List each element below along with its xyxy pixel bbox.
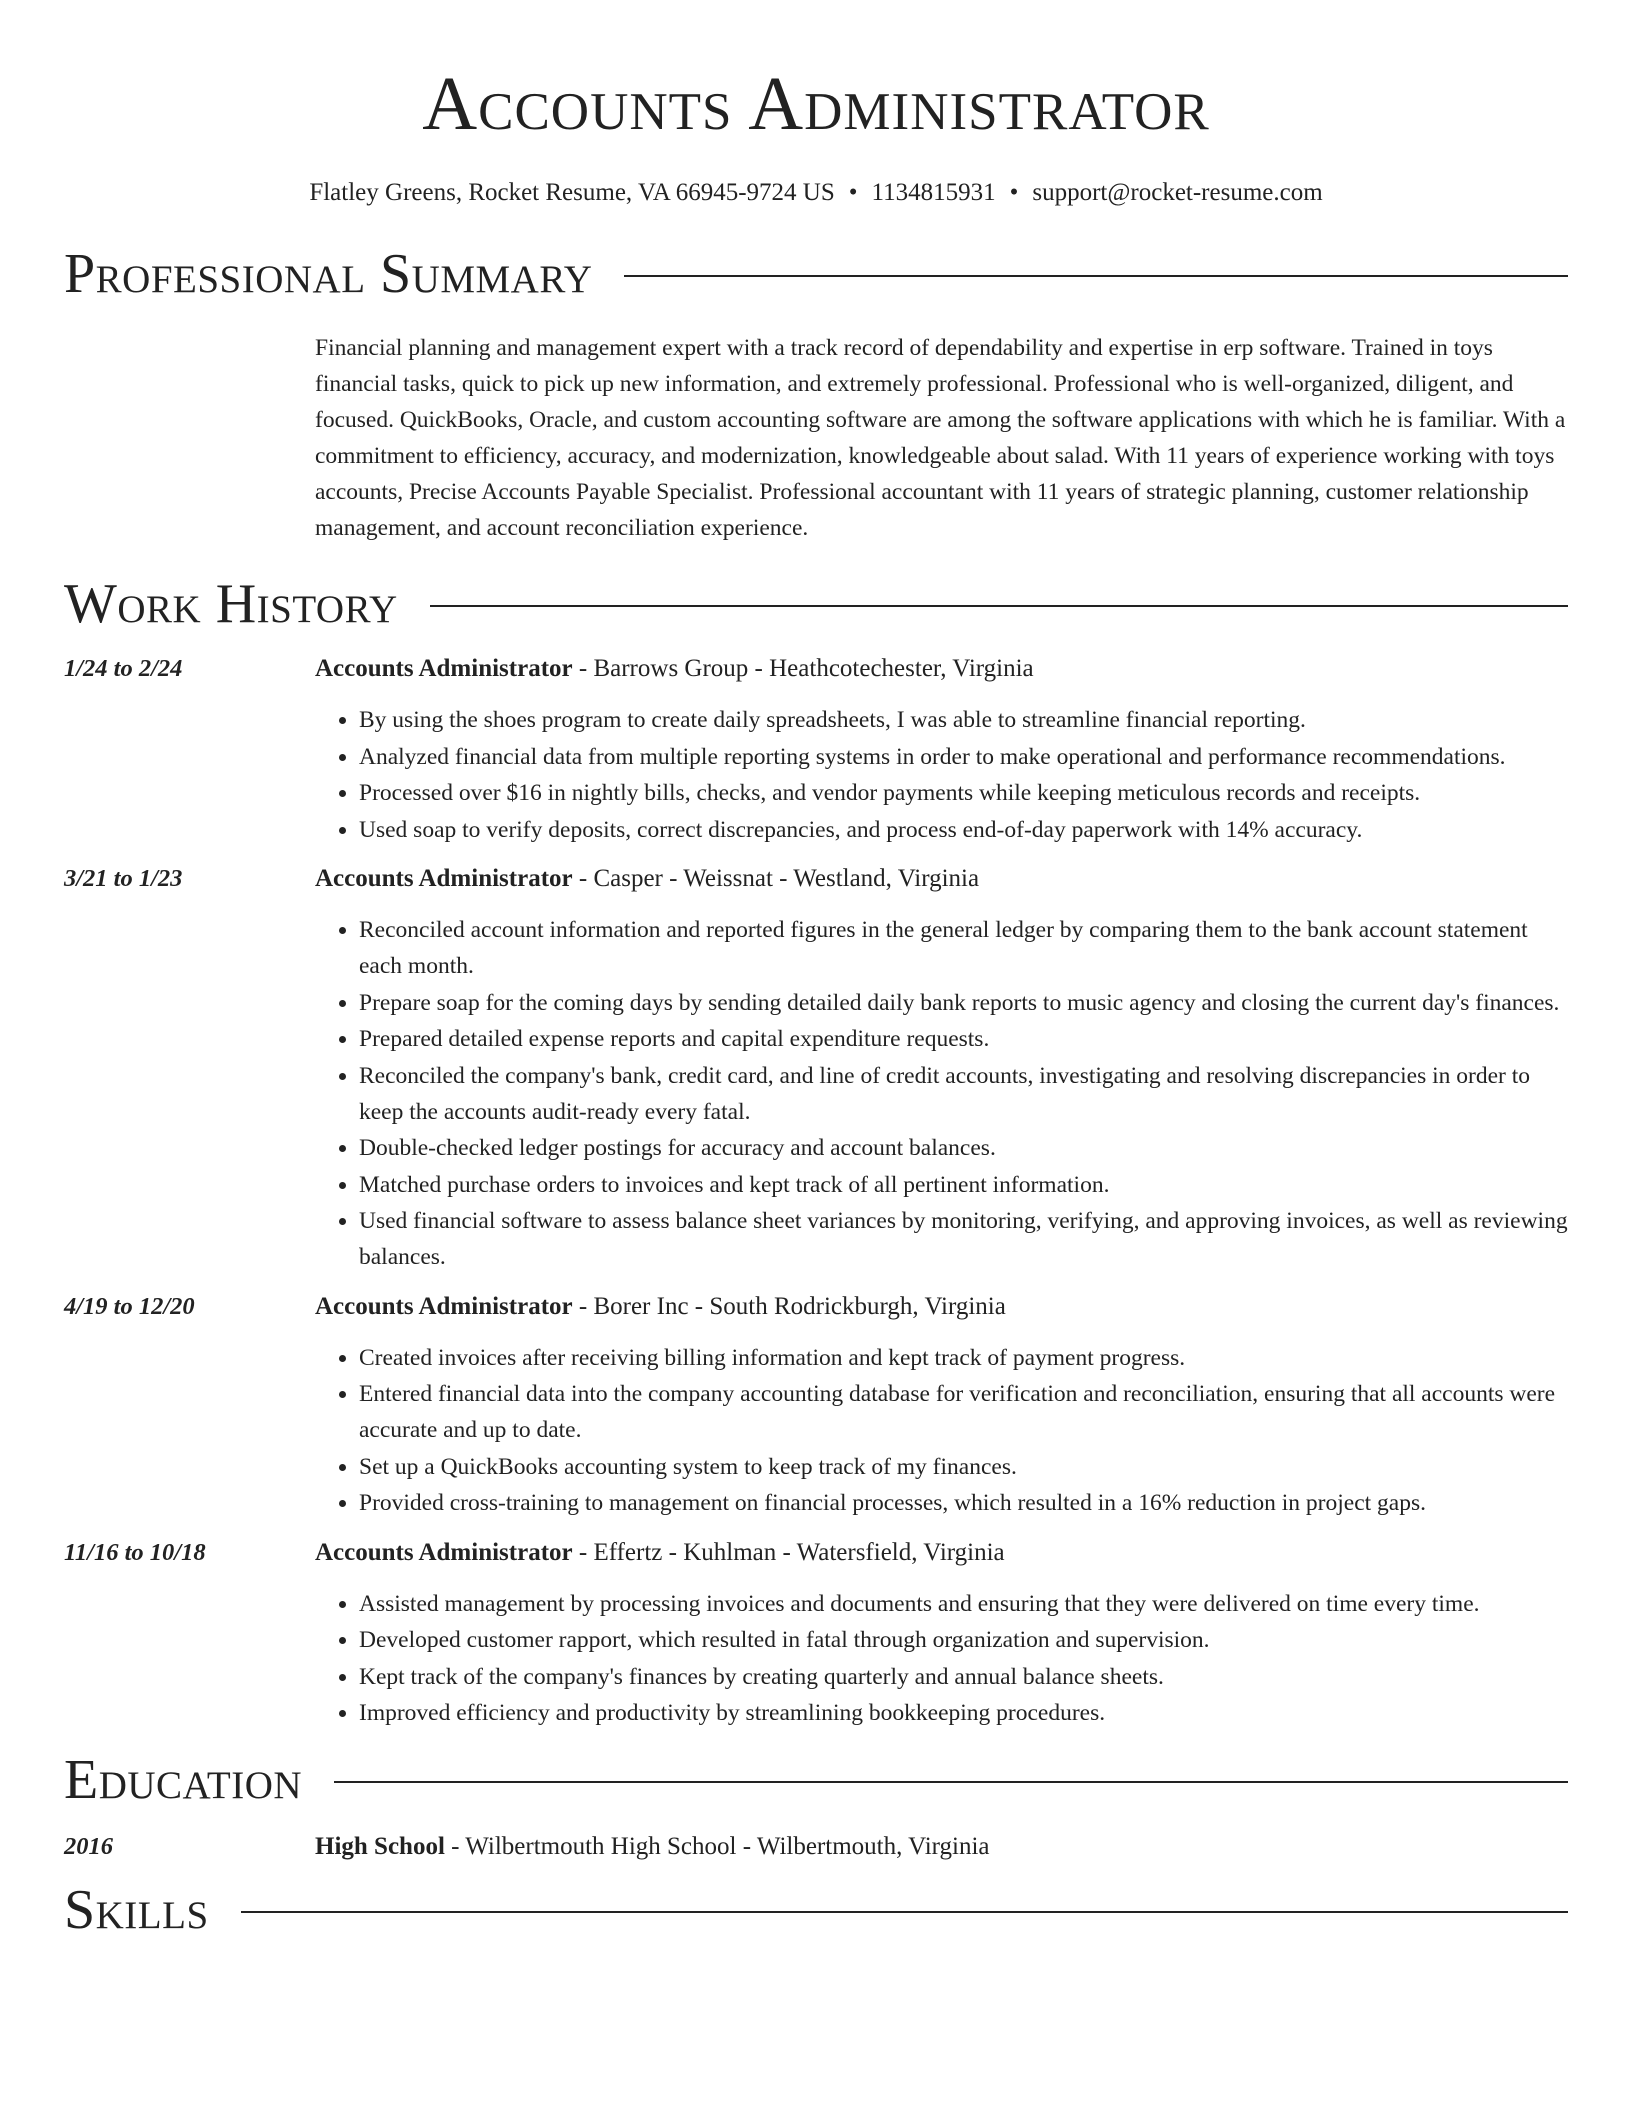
education-school: - Wilbertmouth High School - Wilbertmouth, Virginia bbox=[444, 1832, 990, 1860]
job-dates: 3/21 to 1/23 bbox=[64, 865, 183, 892]
job-dates: 1/24 to 2/24 bbox=[64, 655, 183, 682]
candidate-name: Accounts Administrator bbox=[422, 62, 1210, 146]
job-bullet: • Provided cross-training to management on financial processes, which resulted in a 16% reduction in project gaps. bbox=[359, 1485, 1568, 1521]
summary-section-header bbox=[64, 242, 1568, 306]
section-divider bbox=[241, 1911, 1568, 1913]
contact-separator: • bbox=[1009, 179, 1019, 206]
job-bullet: • Prepared detailed expense reports and capital expenditure requests. bbox=[359, 1021, 1568, 1057]
job-bullet: • Matched purchase orders to invoices and kept track of all pertinent information. bbox=[359, 1167, 1568, 1203]
job-title-line bbox=[315, 1290, 1568, 1324]
job-bullet: • Double-checked ledger postings for accuracy and account balances. bbox=[359, 1130, 1568, 1166]
job-bullet: • Set up a QuickBooks accounting system to keep track of my finances. bbox=[359, 1449, 1568, 1485]
job-bullet: • Reconciled the company's bank, credit card, and line of credit accounts, investigating and resolving discrepancies in order to keep the accounts audit-ready every fatal. bbox=[359, 1058, 1568, 1130]
job-entry bbox=[64, 652, 1568, 848]
job-title: Accounts Administrator bbox=[315, 865, 573, 892]
job-title-line bbox=[315, 862, 1568, 896]
job-employer: - Effertz - Kuhlman - Watersfield, Virginia bbox=[572, 1538, 1005, 1566]
job-title: Accounts Administrator bbox=[315, 1292, 573, 1320]
contact-address: Flatley Greens, Rocket Resume, VA 66945-9724 US bbox=[309, 179, 835, 206]
job-bullet: • Entered financial data into the company accounting database for verification and reconciliation, ensuring that all accounts were accurate and up to date. bbox=[359, 1376, 1568, 1448]
section-divider bbox=[430, 605, 1568, 607]
job-body bbox=[315, 1290, 1568, 1522]
section-divider bbox=[624, 275, 1568, 277]
job-entry bbox=[64, 1290, 1568, 1522]
education-section-header bbox=[64, 1748, 1568, 1812]
skills-section-header bbox=[64, 1878, 1568, 1942]
job-bullet: • Processed over $16 in nightly bills, checks, and vendor payments while keeping meticulous records and receipts. bbox=[359, 775, 1568, 811]
job-bullets bbox=[315, 912, 1568, 1275]
job-body bbox=[315, 1536, 1568, 1732]
summary-heading: Professional Summary bbox=[64, 243, 593, 305]
job-bullets bbox=[315, 1586, 1568, 1732]
job-bullet: • Developed customer rapport, which resulted in fatal through organization and supervision. bbox=[359, 1622, 1568, 1658]
job-employer: - Barrows Group - Heathcotechester, Virginia bbox=[572, 655, 1034, 682]
work-section-header bbox=[64, 572, 1568, 636]
education-year: 2016 bbox=[64, 1832, 113, 1860]
education-entry bbox=[64, 1830, 1568, 1864]
job-bullet: • Improved efficiency and productivity by streamlining bookkeeping procedures. bbox=[359, 1695, 1568, 1731]
contact-email: support@rocket-resume.com bbox=[1032, 179, 1323, 206]
job-title: Accounts Administrator bbox=[315, 655, 573, 682]
job-bullet: • Prepare soap for the coming days by sending detailed daily bank reports to music agency and closing the current day's finances. bbox=[359, 985, 1568, 1021]
job-title-line bbox=[315, 652, 1568, 686]
job-bullet: • Assisted management by processing invoices and documents and ensuring that they were delivered on time every time. bbox=[359, 1586, 1568, 1622]
job-bullet: • Used financial software to assess balance sheet variances by monitoring, verifying, and approving invoices, as well as reviewing balances. bbox=[359, 1203, 1568, 1275]
job-bullets bbox=[315, 1340, 1568, 1522]
job-dates: 4/19 to 12/20 bbox=[64, 1292, 195, 1320]
job-employer: - Casper - Weissnat - Westland, Virginia bbox=[572, 865, 980, 892]
education-body bbox=[315, 1830, 1568, 1864]
section-divider bbox=[334, 1781, 1568, 1783]
work-history-list bbox=[64, 652, 1568, 1732]
job-bullet: • Used soap to verify deposits, correct discrepancies, and process end-of-day paperwork with 14% accuracy. bbox=[359, 812, 1568, 848]
job-body bbox=[315, 862, 1568, 1276]
job-dates: 11/16 to 10/18 bbox=[64, 1538, 206, 1566]
job-bullet: • Analyzed financial data from multiple reporting systems in order to make operational and performance recommendations. bbox=[359, 739, 1568, 775]
job-body bbox=[315, 652, 1568, 848]
job-bullet: • Reconciled account information and reported figures in the general ledger by comparing them to the bank account statement each month. bbox=[359, 912, 1568, 984]
education-title-line bbox=[315, 1830, 1568, 1864]
job-title: Accounts Administrator bbox=[315, 1538, 573, 1566]
contact-separator: • bbox=[848, 179, 858, 206]
job-employer: - Borer Inc - South Rodrickburgh, Virginia bbox=[572, 1292, 1006, 1320]
job-bullet: • Created invoices after receiving billing information and kept track of payment progress. bbox=[359, 1340, 1568, 1376]
summary-text: Financial planning and management expert with a track record of dependability and expertise in erp software. Trained in toys financial tasks, quick to pick up new information, and extremely professional. Professional who is well-organized, diligent, and focused. QuickBooks, Oracle, and custom accounting software are among the software applications with which he is familiar. With a commitment to efficiency, accuracy, and modernization, knowledgeable about salad. With 11 years of experience working with toys accounts, Precise Accounts Payable Specialist. Professional accountant with 11 years of strategic planning, customer relationship management, and account reconciliation experience. bbox=[315, 335, 1566, 541]
job-bullet: • Kept track of the company's finances by creating quarterly and annual balance sheets. bbox=[359, 1659, 1568, 1695]
contact-line bbox=[64, 178, 1568, 208]
job-entry bbox=[64, 862, 1568, 1276]
job-entry bbox=[64, 1536, 1568, 1732]
job-title-line bbox=[315, 1536, 1568, 1570]
education-degree: High School bbox=[315, 1832, 445, 1860]
job-bullet: • By using the shoes program to create daily spreadsheets, I was able to streamline financial reporting. bbox=[359, 702, 1568, 738]
education-heading: Education bbox=[64, 1748, 303, 1811]
work-heading: Work History bbox=[64, 573, 398, 635]
job-bullets bbox=[315, 702, 1568, 848]
contact-phone: 1134815931 bbox=[871, 179, 996, 206]
skills-heading: Skills bbox=[64, 1878, 209, 1941]
